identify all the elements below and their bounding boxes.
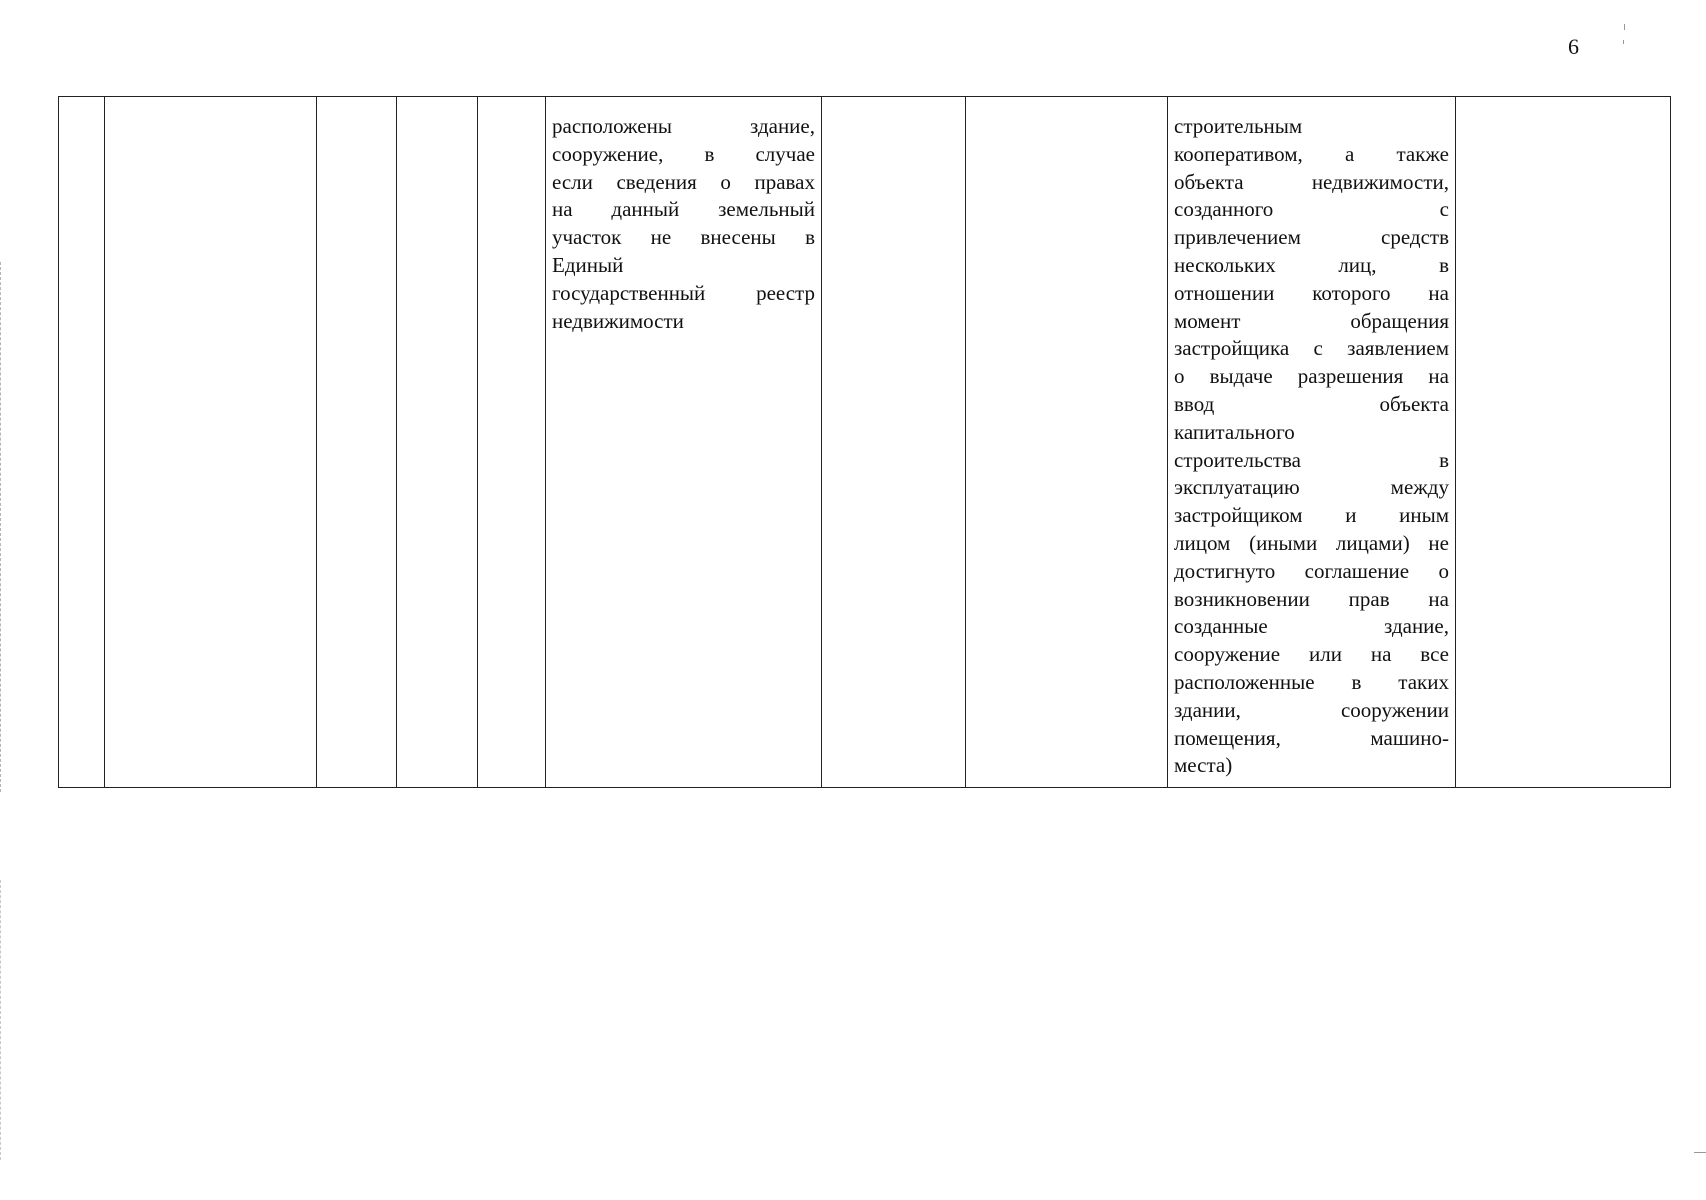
cell-text-line: объекта недвижимости, [1174,169,1449,194]
cell-text-line: расположены здание, [552,114,815,138]
cell-text-line: застройщика с заявлением [1174,336,1449,361]
cell-text-line: эксплуатацию между [1174,475,1449,500]
cell-text-line: здании, сооружении [1174,697,1449,722]
table-cell-empty [59,97,105,788]
table-cell-empty [966,97,1168,788]
cell-text-line: на данный земельный [552,197,815,222]
cell-text-line: строительным [1174,114,1303,138]
cell-text-line: капитального [1174,419,1295,444]
cell-text-line: участок не внесены в [552,225,815,250]
cell-text-line: Единый [552,252,624,277]
cell-text-line: кооперативом, а также [1174,141,1449,166]
cell-text-line: застройщиком и иным [1174,503,1449,528]
cell-text-line: государственный реестр [552,280,815,305]
cell-text-line: возникновении прав на [1174,586,1449,611]
cell-text-line: недвижимости [552,308,684,333]
table-row [59,97,1671,788]
cell-text-line: помещения, машино- [1174,725,1449,750]
scan-speck [1694,1152,1706,1153]
cell-text-line: если сведения о правах [552,169,815,194]
cell-text-line: о выдаче разрешения на [1174,364,1449,389]
cell-text-line: созданного с [1174,197,1449,222]
cell-text-line: созданные здание, [1174,614,1449,639]
scan-speck [1623,40,1624,44]
table-cell-empty [822,97,966,788]
table-cell-empty [478,97,546,788]
scan-edge-artifact [0,262,2,792]
scan-edge-artifact [0,880,2,1160]
page-number: 6 [1568,34,1579,59]
table-cell-empty [317,97,397,788]
cell-text-line: расположенные в таких [1174,669,1449,694]
cell-text-line: достигнуто соглашение о [1174,558,1449,583]
table-cell-cooperative-text [1168,97,1456,788]
table-cell-land-plot-text [546,97,822,788]
cell-text-line: момент обращения [1174,308,1449,333]
table-cell-empty [397,97,478,788]
cell-text-line: сооружение или на все [1174,642,1449,667]
cell-text-line: лицом (иными лицами) не [1174,530,1449,555]
scan-speck [1624,24,1625,30]
document-table [58,96,1671,788]
table-cell-empty [1456,97,1671,788]
cell-text-line: привлечением средств [1174,225,1449,250]
cell-text-line: нескольких лиц, в [1174,252,1449,277]
cell-text-line: отношении которого на [1174,280,1449,305]
cell-text-line: сооружение, в случае [552,141,815,166]
table-cell-empty [105,97,317,788]
cell-text-line: места) [1174,753,1233,778]
cell-text-line: ввод объекта [1174,391,1449,416]
cell-text-line: строительства в [1174,447,1449,472]
